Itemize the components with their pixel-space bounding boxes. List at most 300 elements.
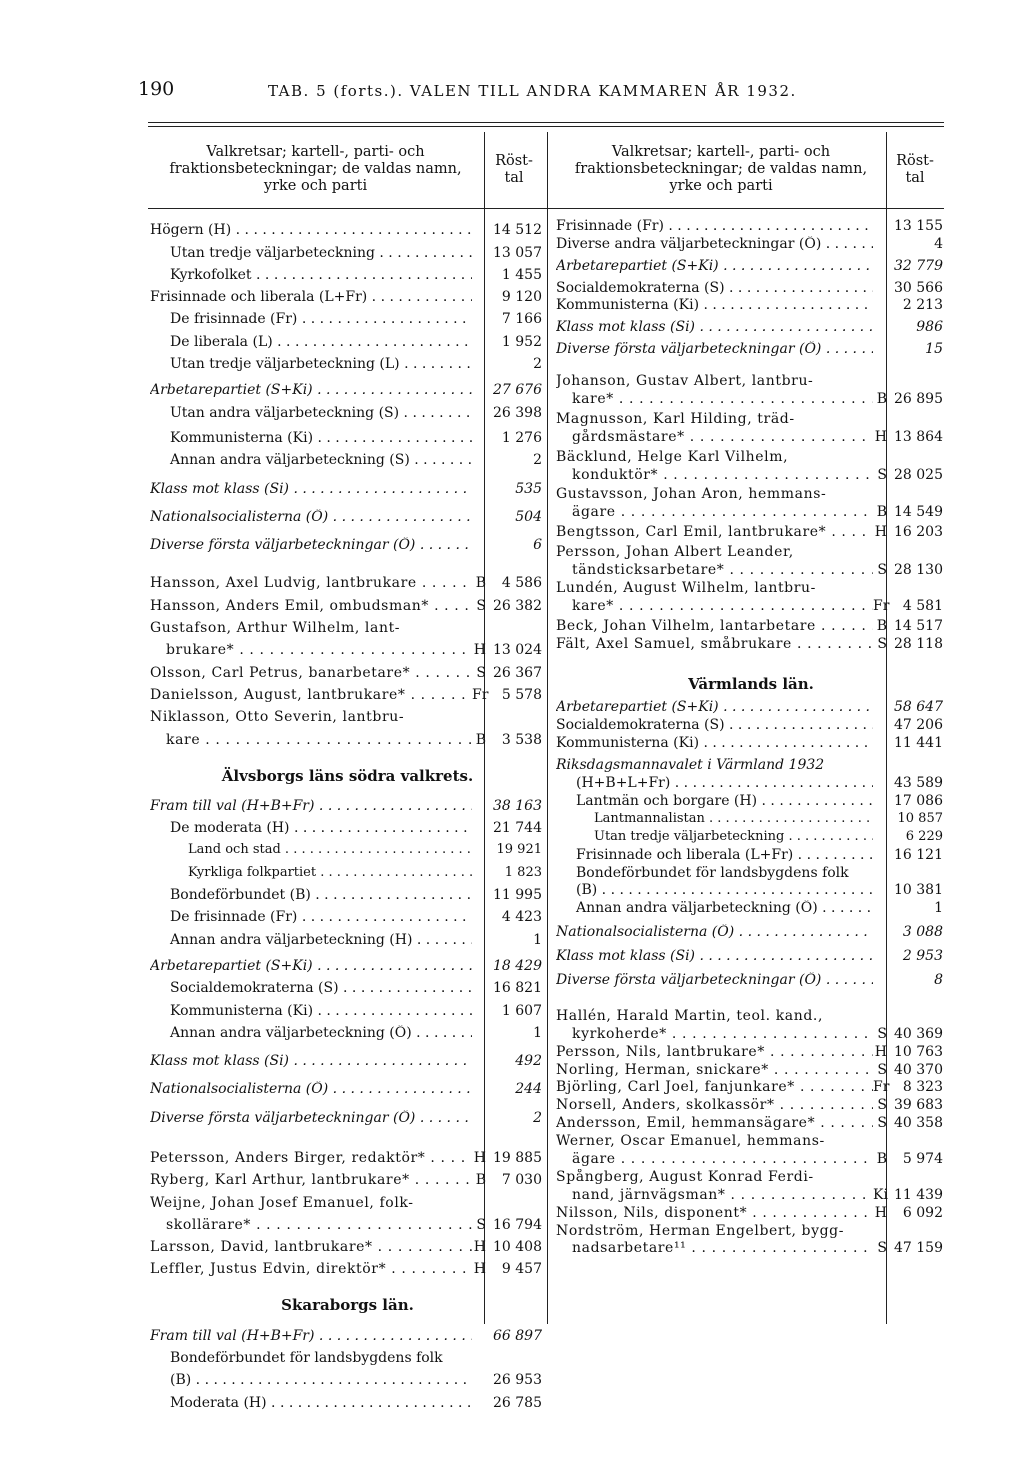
party-row <box>150 858 545 880</box>
row-label: Klass mot klass (Si) . . . <box>150 481 472 497</box>
party-code: S <box>877 1097 887 1114</box>
vote-count: 11 441 <box>894 735 943 752</box>
vote-count: 30 566 <box>894 279 943 296</box>
candidate-row <box>556 502 946 520</box>
row-label: Persson, Nils, lantbrukare* . . . <box>556 1044 873 1060</box>
row-label: Arbetarepartiet (S+Ki) . . . <box>556 258 873 274</box>
vote-count: 27 676 <box>493 382 542 399</box>
vote-count: 32 779 <box>894 257 943 274</box>
row-label: Kyrkofolket . . . <box>150 267 472 283</box>
row-label: Fram till val (H+B+Fr) . . . <box>150 798 472 814</box>
row-label: De frisinnade (Fr) . . . <box>150 909 472 925</box>
vote-count: 13 155 <box>894 217 943 234</box>
candidate-row <box>556 616 946 634</box>
row-label: ägare . . . <box>556 1151 873 1167</box>
row-label: Land och stad . . . <box>150 842 472 858</box>
candidate-row <box>150 569 545 591</box>
row-label: Nilsson, Nils, disponent* . . . <box>556 1205 873 1221</box>
party-code: S <box>877 1061 887 1078</box>
candidate-row <box>556 1060 946 1078</box>
vote-count: 4 581 <box>902 597 943 614</box>
vote-count: 535 <box>515 480 542 497</box>
candidate-row <box>556 1131 946 1149</box>
candidate-row <box>556 485 946 503</box>
candidate-row <box>150 681 545 703</box>
row-label: Utan tredje väljarbeteckning . . . <box>150 245 472 261</box>
vote-count: 3 538 <box>501 731 542 748</box>
row-label: Nationalsocialisterna (Ö) . . . <box>150 1081 472 1097</box>
row-label: nadsarbetare¹¹ . . . <box>556 1240 873 1256</box>
party-row <box>150 424 545 446</box>
row-label: nand, järnvägsman* . . . <box>556 1187 873 1203</box>
left-column <box>150 216 545 1411</box>
vote-count: 40 370 <box>894 1061 943 1078</box>
candidate-row <box>556 1095 946 1113</box>
vote-count: 2 <box>533 356 542 373</box>
row-label: Hallén, Harald Martin, teol. kand., <box>556 1007 824 1024</box>
vote-count: 1 823 <box>504 864 542 880</box>
vote-count: 26 382 <box>493 597 542 614</box>
vote-count: 38 163 <box>493 797 542 814</box>
right-value-heading <box>886 153 944 187</box>
right-label-heading <box>556 144 886 195</box>
row-label: Utan andra väljarbeteckning (S) . . . <box>150 405 472 421</box>
candidate-row <box>556 522 946 540</box>
vote-count: 28 130 <box>894 562 943 579</box>
row-label: Weijne, Johan Josef Emanuel, folk- <box>150 1194 414 1211</box>
candidate-row <box>556 427 946 445</box>
candidate-row <box>556 1006 946 1024</box>
party-row <box>556 970 946 988</box>
candidate-row <box>150 1211 545 1233</box>
party-row <box>150 327 545 349</box>
row-label: (B) . . . <box>150 1372 472 1388</box>
party-row <box>150 1047 545 1069</box>
vote-count: 2 <box>533 452 542 469</box>
party-code: S <box>877 1025 887 1042</box>
party-code: H <box>874 1204 887 1221</box>
row-label: Magnusson, Karl Hilding, träd- <box>556 410 795 427</box>
party-row <box>556 339 946 357</box>
candidate-row <box>150 725 545 747</box>
vote-count: 14 512 <box>493 222 542 239</box>
candidate-row <box>556 1024 946 1042</box>
vote-count: 1 607 <box>501 1002 542 1019</box>
row-label: Diverse första väljarbeteckningar (Ö) . . . <box>150 537 472 553</box>
party-code: H <box>473 1239 486 1256</box>
vote-count: 1 <box>533 931 542 948</box>
party-row <box>150 903 545 925</box>
row-label: kare* . . . <box>556 598 873 614</box>
party-row <box>150 996 545 1018</box>
party-row <box>556 256 946 274</box>
vote-count: 1 952 <box>501 333 542 350</box>
vote-count: 19 921 <box>496 842 542 858</box>
section-title: Älvsborgs läns södra valkrets. <box>221 766 474 785</box>
row-label: konduktör* . . . <box>556 467 873 483</box>
party-code: B <box>876 391 887 408</box>
heading-line: Röst- <box>896 153 934 169</box>
party-code: S <box>476 1216 486 1233</box>
party-row <box>150 350 545 372</box>
candidate-row <box>556 371 946 389</box>
heading-line: fraktionsbeteckningar; de valdas namn, <box>169 161 462 177</box>
heading-line: Röst- <box>495 153 533 169</box>
candidate-row <box>556 465 946 483</box>
party-row <box>150 1344 545 1366</box>
party-code: S <box>877 466 887 483</box>
candidate-row <box>150 1144 545 1166</box>
row-label: Högern (H) . . . <box>150 222 472 238</box>
vote-count: 6 <box>533 537 542 554</box>
candidate-row <box>556 1042 946 1060</box>
candidate-row <box>556 560 946 578</box>
row-label: brukare* . . . <box>150 642 472 658</box>
left-label-heading <box>148 144 483 195</box>
row-label: Annan andra väljarbeteckning (Ö) . . . <box>556 900 873 916</box>
vote-count: 14 517 <box>894 617 943 634</box>
vote-count: 16 203 <box>894 524 943 541</box>
vote-count: 2 953 <box>902 948 943 965</box>
vote-count: 40 369 <box>894 1025 943 1042</box>
party-row <box>556 317 946 335</box>
vote-count: 3 088 <box>902 924 943 941</box>
row-label: Frisinnade och liberala (L+Fr) . . . <box>150 289 472 305</box>
row-label: Werner, Oscar Emanuel, hemmans- <box>556 1133 825 1150</box>
party-row <box>150 446 545 468</box>
candidate-row <box>556 1203 946 1221</box>
page-heading: TAB. 5 (forts.). VALEN TILL ANDRA KAMMAREN ÅR 1932. <box>268 82 797 100</box>
vote-count: 9 120 <box>501 289 542 306</box>
vote-count: 5 578 <box>501 686 542 703</box>
row-label: Beck, Johan Vilhelm, lantarbetare . . . <box>556 618 873 634</box>
vote-count: 13 057 <box>493 244 542 261</box>
party-code: S <box>877 635 887 652</box>
vote-count: 16 121 <box>894 846 943 863</box>
candidate-row <box>556 1167 946 1185</box>
party-row <box>150 974 545 996</box>
row-label: Klass mot klass (Si) . . . <box>150 1053 472 1069</box>
vote-count: 7 030 <box>501 1172 542 1189</box>
vote-count: 47 206 <box>894 717 943 734</box>
party-row <box>556 791 946 809</box>
party-row <box>150 283 545 305</box>
vote-count: 6 092 <box>902 1204 943 1221</box>
row-label: Diverse första väljarbeteckningar (Ö) . . . <box>556 341 873 357</box>
party-code: H <box>473 1261 486 1278</box>
vote-count: 1 455 <box>501 266 542 283</box>
vote-count: 16 794 <box>493 1216 542 1233</box>
party-code: B <box>876 504 887 521</box>
row-label: Frisinnade och liberala (L+Fr) . . . <box>556 847 873 863</box>
candidate-row <box>556 389 946 407</box>
vote-count: 11 439 <box>894 1186 943 1203</box>
party-row <box>556 881 946 899</box>
vote-count: 7 166 <box>501 311 542 328</box>
vote-count: 10 408 <box>493 1239 542 1256</box>
party-code: H <box>473 1149 486 1166</box>
row-label: Lantmän och borgare (H) . . . <box>556 793 873 809</box>
row-label: Johanson, Gustav Albert, lantbru- <box>556 373 814 390</box>
vote-count: 58 647 <box>894 699 943 716</box>
candidate-row <box>556 578 946 596</box>
row-label: Bondeförbundet för landsbygdens folk <box>170 1350 443 1367</box>
party-row <box>556 773 946 791</box>
vote-count: 2 <box>533 1109 542 1126</box>
vote-count: 11 995 <box>493 887 542 904</box>
heading-line: tal <box>504 170 524 186</box>
party-row <box>556 809 946 827</box>
row-label: Fält, Axel Samuel, småbrukare . . . <box>556 636 873 652</box>
row-label: Socialdemokraterna (S) . . . <box>556 717 873 733</box>
row-label: De moderata (H) . . . <box>150 820 472 836</box>
row-label: Annan andra väljarbeteckning (Ö) . . . <box>150 1025 472 1041</box>
party-row <box>556 234 946 252</box>
row-label: Nordström, Herman Engelbert, bygg- <box>556 1222 845 1239</box>
right-column <box>556 216 946 1256</box>
party-code: Fr <box>873 597 890 614</box>
top-rule-thin <box>148 126 944 127</box>
vote-count: 43 589 <box>894 775 943 792</box>
candidate-row <box>556 1239 946 1257</box>
vote-count: 40 358 <box>894 1115 943 1132</box>
candidate-row <box>150 1233 545 1255</box>
row-label: (B) . . . <box>556 882 873 898</box>
vote-count: 66 897 <box>493 1327 542 1344</box>
vote-count: 8 323 <box>902 1079 943 1096</box>
candidate-row <box>150 1255 545 1277</box>
candidate-row <box>556 1221 946 1239</box>
heading-line: yrke och parti <box>263 178 368 194</box>
vote-count: 504 <box>515 508 542 525</box>
candidate-row <box>556 596 946 614</box>
party-row <box>150 952 545 974</box>
vote-count: 28 025 <box>894 466 943 483</box>
party-code: H <box>874 1043 887 1060</box>
party-code: Ki <box>873 1186 888 1203</box>
row-label: Spångberg, August Konrad Ferdi- <box>556 1168 814 1185</box>
row-label: ägare . . . <box>556 504 873 520</box>
party-row <box>150 216 545 238</box>
heading-line: yrke och parti <box>669 178 773 194</box>
party-row <box>150 305 545 327</box>
row-label: Gustafson, Arthur Wilhelm, lant- <box>150 620 401 637</box>
row-label: Bondeförbundet för landsbygdens folk <box>576 864 849 881</box>
party-row <box>150 1075 545 1097</box>
row-label: (H+B+L+Fr) . . . <box>556 775 873 791</box>
center-divider <box>547 132 548 1324</box>
row-label: kare . . . <box>150 732 472 748</box>
vote-count: 986 <box>916 319 943 336</box>
page-number: 190 <box>138 78 175 100</box>
row-label: Hansson, Anders Emil, ombudsman* . . . <box>150 598 472 614</box>
row-label: Nationalsocialisterna (Ö) . . . <box>150 509 472 525</box>
row-label: Utan tredje väljarbeteckning (L) . . . <box>150 356 472 372</box>
party-code: B <box>876 617 887 634</box>
row-label: Persson, Johan Albert Leander, <box>556 544 794 561</box>
party-code: H <box>874 428 887 445</box>
vote-count: 2 213 <box>902 297 943 314</box>
vote-count: 16 821 <box>493 980 542 997</box>
party-row <box>150 792 545 814</box>
vote-count: 1 276 <box>501 429 542 446</box>
party-row <box>150 261 545 283</box>
vote-count: 4 423 <box>501 909 542 926</box>
row-label: Björling, Carl Joel, fanjunkare* . . . <box>556 1079 873 1095</box>
row-label: Petersson, Anders Birger, redaktör* . . . <box>150 1150 472 1166</box>
vote-count: 492 <box>515 1053 542 1070</box>
vote-count: 9 457 <box>501 1261 542 1278</box>
row-label: Gustavsson, Johan Aron, hemmans- <box>556 486 827 503</box>
vote-count: 26 895 <box>894 391 943 408</box>
party-row <box>150 836 545 858</box>
row-label: tändsticksarbetare* . . . <box>556 562 873 578</box>
candidate-row <box>556 1078 946 1096</box>
party-row <box>150 925 545 947</box>
row-label: Norling, Herman, snickare* . . . <box>556 1062 873 1078</box>
party-row <box>150 814 545 836</box>
row-label: Socialdemokraterna (S) . . . <box>150 980 472 996</box>
vote-count: 8 <box>934 971 943 988</box>
row-label: Lundén, August Wilhelm, lantbru- <box>556 579 816 596</box>
candidate-row <box>556 1113 946 1131</box>
vote-count: 26 367 <box>493 664 542 681</box>
party-row <box>556 296 946 314</box>
candidate-row <box>556 542 946 560</box>
party-row <box>556 946 946 964</box>
party-row <box>556 216 946 234</box>
row-label: Hansson, Axel Ludvig, lantbrukare . . . <box>150 575 472 591</box>
party-row <box>150 531 545 553</box>
party-code: B <box>475 1172 486 1189</box>
vote-count: 19 885 <box>493 1149 542 1166</box>
party-code: H <box>473 642 486 659</box>
vote-count: 47 159 <box>894 1240 943 1257</box>
candidate-row <box>556 447 946 465</box>
row-label: De frisinnade (Fr) . . . <box>150 311 472 327</box>
vote-count: 39 683 <box>894 1097 943 1114</box>
vote-count: 18 429 <box>493 957 542 974</box>
row-label: Ryberg, Karl Arthur, lantbrukare* . . . <box>150 1172 472 1188</box>
party-code: B <box>475 575 486 592</box>
row-label: Danielsson, August, lantbrukare* . . . <box>150 687 472 703</box>
row-label: Bengtsson, Carl Emil, lantbrukare* . . . <box>556 524 873 540</box>
row-label: Andersson, Emil, hemmansägare* . . . <box>556 1115 873 1131</box>
candidate-row <box>556 1185 946 1203</box>
party-row <box>556 278 946 296</box>
vote-count: 10 763 <box>894 1043 943 1060</box>
vote-count: 6 229 <box>905 828 943 844</box>
party-row <box>556 715 946 733</box>
row-label: gårdsmästare* . . . <box>556 429 873 445</box>
candidate-row <box>150 591 545 613</box>
vote-count: 26 785 <box>493 1394 542 1411</box>
heading-line: Valkretsar; kartell-, parti- och <box>611 144 831 160</box>
row-label: Klass mot klass (Si) . . . <box>556 319 873 335</box>
row-label: Utan tredje väljarbeteckning . . . <box>556 829 873 845</box>
vote-count: 1 <box>934 900 943 917</box>
row-label: Bondeförbundet (B) . . . <box>150 887 472 903</box>
row-label: Annan andra väljarbeteckning (S) . . . <box>150 452 472 468</box>
vote-count: 244 <box>515 1081 542 1098</box>
party-row <box>150 1103 545 1125</box>
row-label: Kyrkliga folkpartiet . . . <box>150 865 472 881</box>
vote-count: 1 <box>533 1024 542 1041</box>
row-label: Arbetarepartiet (S+Ki) . . . <box>150 958 472 974</box>
vote-count: 5 974 <box>902 1150 943 1167</box>
row-label: Riksdagsmannavalet i Värmland 1932 <box>556 757 825 774</box>
row-label: kyrkoherde* . . . <box>556 1026 873 1042</box>
party-row <box>556 898 946 916</box>
party-row <box>556 827 946 845</box>
row-label: Arbetarepartiet (S+Ki) . . . <box>556 699 873 715</box>
row-label: Diverse första väljarbeteckningar (Ö) . . . <box>556 972 873 988</box>
party-row <box>150 1366 545 1388</box>
section-title: Skaraborgs län. <box>281 1296 414 1315</box>
row-label: Frisinnade (Fr) . . . <box>556 218 873 234</box>
candidate-row <box>556 634 946 652</box>
row-label: Diverse första väljarbeteckningar (Ö) . . . <box>150 1110 472 1126</box>
candidate-row <box>556 1149 946 1167</box>
party-code: S <box>877 1240 887 1257</box>
header-bottom-rule <box>148 208 944 209</box>
party-row <box>556 845 946 863</box>
party-row <box>150 398 545 420</box>
row-label: Socialdemokraterna (S) . . . <box>556 280 873 296</box>
party-row <box>556 863 946 881</box>
party-row <box>150 881 545 903</box>
party-row <box>556 922 946 940</box>
vote-count: 10 857 <box>897 810 943 826</box>
heading-line: fraktionsbeteckningar; de valdas namn, <box>574 161 868 177</box>
vote-count: 17 086 <box>894 792 943 809</box>
vote-count: 14 549 <box>894 504 943 521</box>
row-label: Klass mot klass (Si) . . . <box>556 948 873 964</box>
row-label: Diverse andra väljarbeteckningar (Ö) . . . <box>556 236 873 252</box>
party-row <box>150 376 545 398</box>
vote-count: 13 864 <box>894 428 943 445</box>
party-code: H <box>874 524 887 541</box>
row-label: Lantmannalistan . . . <box>556 811 873 827</box>
section-title: Värmlands län. <box>688 674 814 693</box>
party-code: S <box>476 664 486 681</box>
vote-count: 28 118 <box>894 635 943 652</box>
party-code: S <box>476 597 486 614</box>
row-label: kare* . . . <box>556 391 873 407</box>
row-label: Nationalsocialisterna (Ö) . . . <box>556 924 873 940</box>
party-code: Fr <box>472 686 489 703</box>
vote-count: 13 024 <box>493 642 542 659</box>
row-label: Moderata (H) . . . <box>150 1395 472 1411</box>
top-rule <box>148 122 944 123</box>
row-label: Olsson, Carl Petrus, banarbetare* . . . <box>150 665 472 681</box>
row-label: Niklasson, Otto Severin, lantbru- <box>150 709 405 726</box>
vote-count: 10 381 <box>894 882 943 899</box>
heading-line: tal <box>905 170 925 186</box>
row-label: Fram till val (H+B+Fr) . . . <box>150 1328 472 1344</box>
row-label: Annan andra väljarbeteckning (H) . . . <box>150 932 472 948</box>
candidate-row <box>150 614 545 636</box>
row-label: Norsell, Anders, skolkassör* . . . <box>556 1097 873 1113</box>
row-label: Arbetarepartiet (S+Ki) . . . <box>150 382 472 398</box>
party-row <box>150 474 545 496</box>
party-code: S <box>877 562 887 579</box>
party-row <box>150 1321 545 1343</box>
candidate-row <box>150 1166 545 1188</box>
row-label: Kommunisterna (Ki) . . . <box>556 297 873 313</box>
candidate-row <box>556 409 946 427</box>
row-label: Kommunisterna (Ki) . . . <box>150 430 472 446</box>
